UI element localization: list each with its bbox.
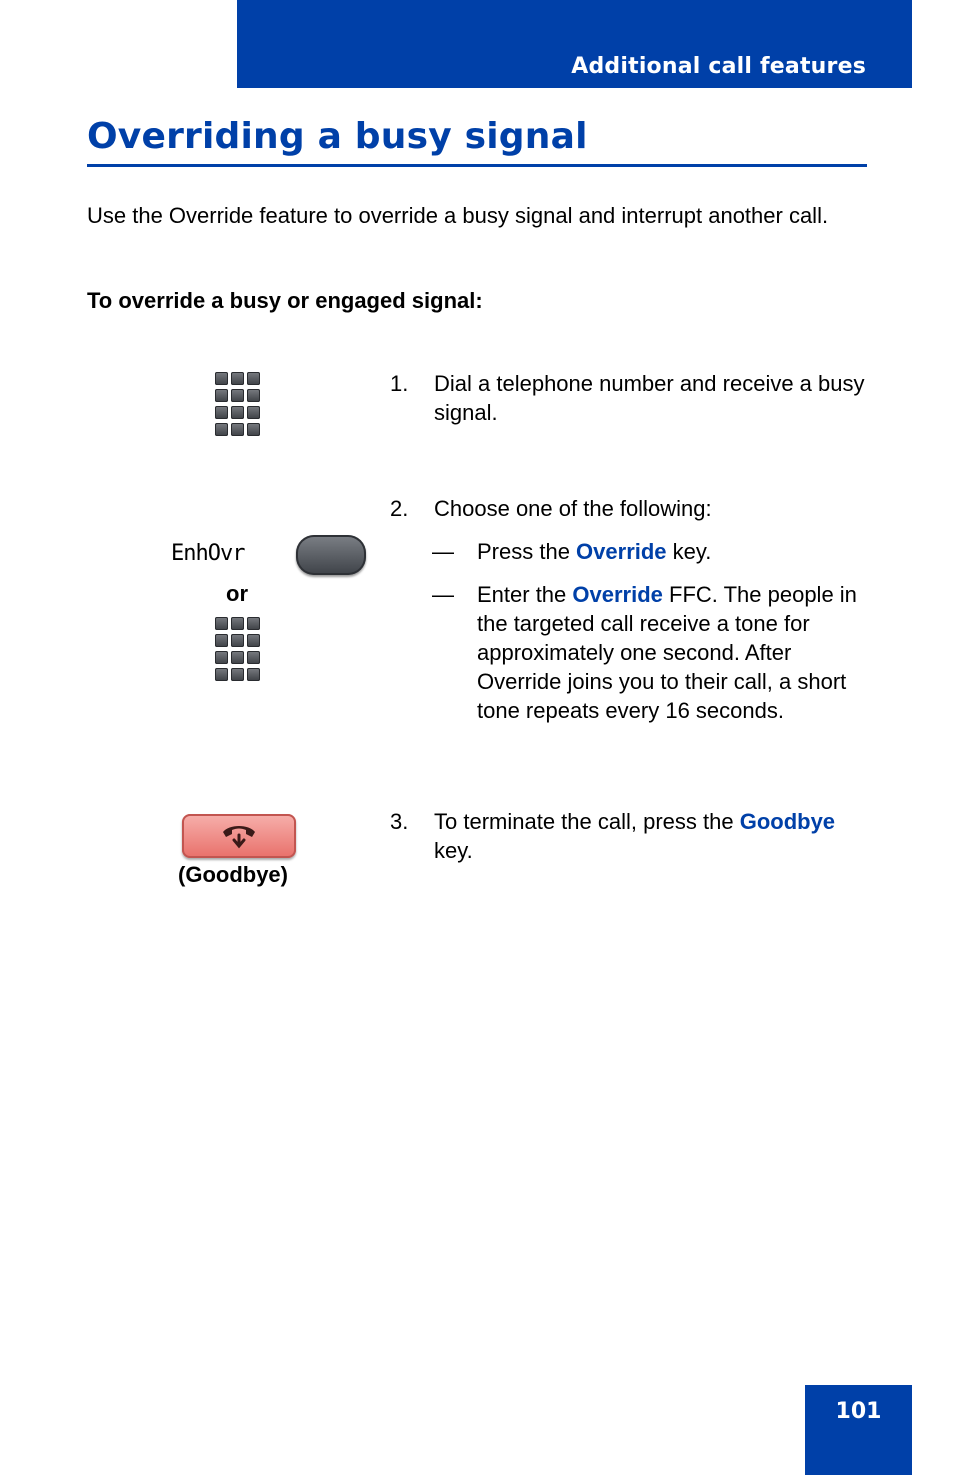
step-number: 1.: [390, 371, 409, 396]
softkey-button-icon: [296, 535, 366, 575]
step-text: Choose one of the following:: [434, 496, 712, 521]
option-text: key.: [666, 539, 712, 564]
step-text: key.: [434, 838, 473, 863]
step-number: 2.: [390, 496, 409, 521]
softkey-label: EnhOvr: [171, 541, 245, 566]
step-3: [390, 807, 870, 865]
option-text: Enter the: [477, 582, 573, 607]
dash-bullet: —: [432, 582, 454, 607]
handset-icon: [219, 820, 259, 852]
goodbye-key-icon: [182, 814, 296, 858]
step-2-option-2: [432, 580, 872, 725]
procedure-heading: To override a busy or engaged signal:: [87, 288, 483, 313]
intro-paragraph: Use the Override feature to override a busy signal and interrupt another call.: [87, 203, 829, 228]
dialpad-icon: [215, 617, 263, 683]
key-name: Goodbye: [739, 809, 836, 834]
header-band: [237, 0, 912, 88]
page-number-box: [805, 1385, 912, 1475]
step-2-option-1: [432, 537, 872, 566]
key-name: Override: [572, 582, 663, 607]
dialpad-icon: [215, 372, 263, 438]
page-number: 101: [835, 1399, 882, 1424]
option-text: FFC. The people in the targeted call receive a tone for approximately one second. After Override joins you to their call, a short tone repeats every 16 seconds.: [477, 582, 857, 723]
page-title: Overriding a busy signal: [87, 116, 588, 157]
section-title: Additional call features: [571, 54, 866, 79]
key-name: Override: [576, 539, 667, 564]
step-text: To terminate the call, press the: [434, 809, 740, 834]
step-1: [390, 369, 870, 427]
step-text: Dial a telephone number and receive a busy signal.: [434, 371, 865, 425]
goodbye-label: (Goodbye): [178, 862, 288, 887]
option-text: Press the: [477, 539, 577, 564]
title-underline: [87, 164, 867, 167]
step-number: 3.: [390, 809, 409, 834]
or-label: or: [226, 581, 248, 606]
step-2: [390, 494, 870, 523]
dash-bullet: —: [432, 539, 454, 564]
